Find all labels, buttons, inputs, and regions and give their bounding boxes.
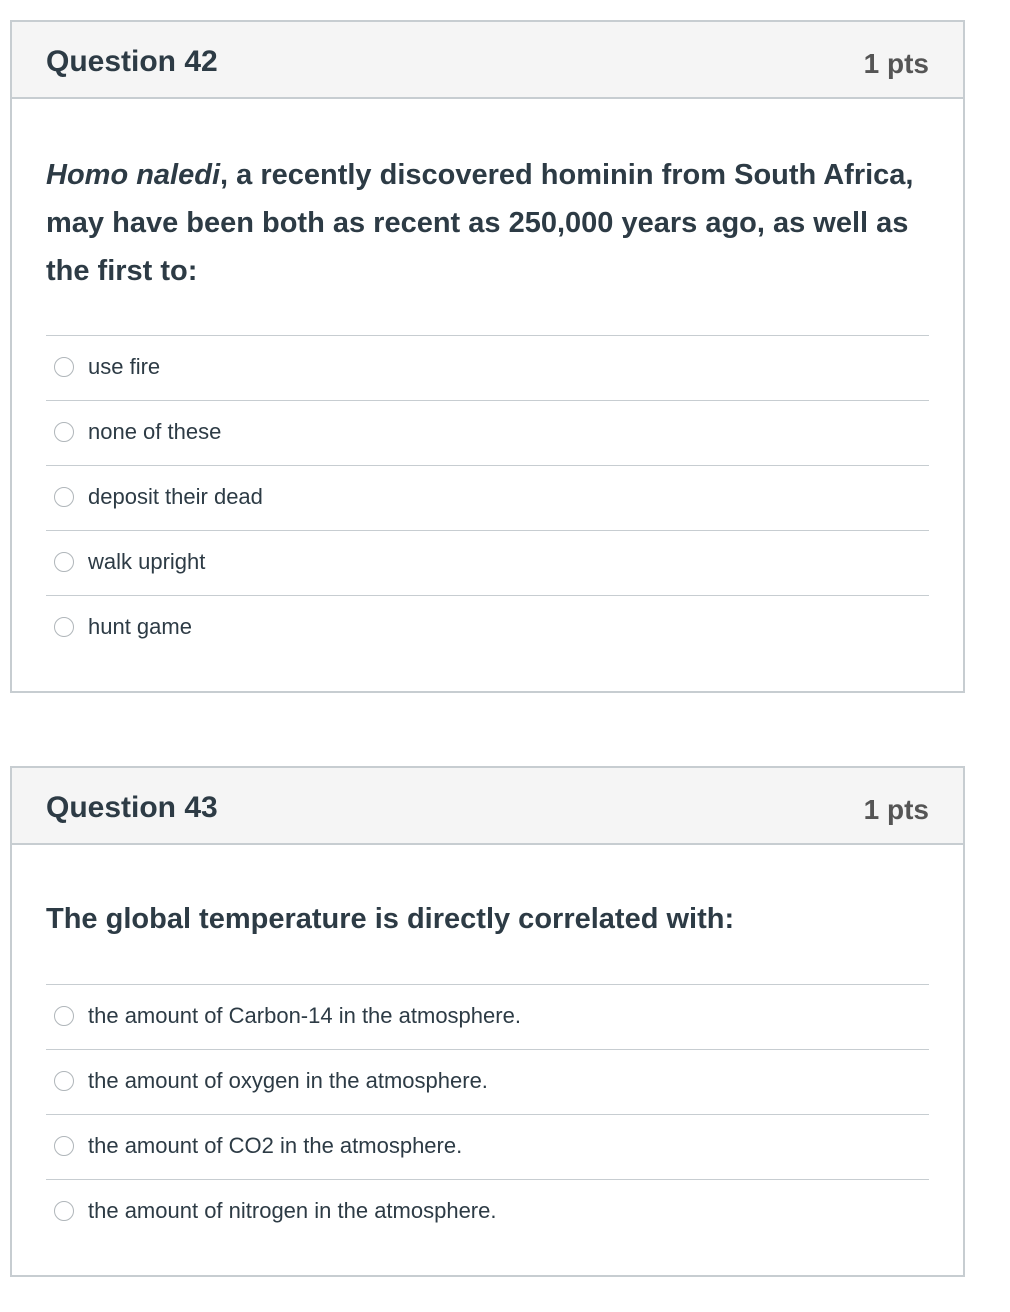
radio-button[interactable] xyxy=(54,1071,74,1091)
radio-button[interactable] xyxy=(54,422,74,442)
answer-label: the amount of oxygen in the atmosphere. xyxy=(88,1068,488,1093)
answer-label: the amount of nitrogen in the atmosphere. xyxy=(88,1198,497,1223)
answer-option[interactable] xyxy=(46,1049,929,1114)
question-title: Question 43 xyxy=(46,791,218,824)
answer-option[interactable] xyxy=(46,530,929,595)
question-43-card xyxy=(10,766,965,1277)
radio-button[interactable] xyxy=(54,552,74,572)
question-points: 1 pts xyxy=(863,48,929,79)
question-header xyxy=(12,768,963,845)
answer-label: use fire xyxy=(88,354,161,379)
question-text-rest: , a recently discovered hominin from South Africa, may have been both as recent as 250,000 years ago, as well as the first to: xyxy=(46,159,914,287)
answer-label: the amount of Carbon-14 in the atmosphere. xyxy=(88,1003,521,1028)
answer-option[interactable] xyxy=(46,400,929,465)
answer-label: deposit their dead xyxy=(88,484,263,509)
answer-option[interactable] xyxy=(46,465,929,530)
answer-label: none of these xyxy=(88,419,222,444)
question-points: 1 pts xyxy=(863,794,929,825)
radio-button[interactable] xyxy=(54,1006,74,1026)
radio-button[interactable] xyxy=(54,487,74,507)
answer-option[interactable] xyxy=(46,984,929,1049)
answer-label: the amount of CO2 in the atmosphere. xyxy=(88,1133,463,1158)
radio-button[interactable] xyxy=(54,617,74,637)
question-42-card xyxy=(10,20,965,693)
radio-button[interactable] xyxy=(54,1136,74,1156)
question-header xyxy=(12,22,963,99)
answer-option[interactable] xyxy=(46,1179,929,1244)
answer-option[interactable] xyxy=(46,595,929,660)
answer-option[interactable] xyxy=(46,1114,929,1179)
question-title: Question 42 xyxy=(46,45,218,78)
question-text: The global temperature is directly correlated with: xyxy=(46,903,735,935)
radio-button[interactable] xyxy=(54,1201,74,1221)
question-text-italic: Homo naledi xyxy=(46,159,221,191)
answer-list xyxy=(46,984,929,1244)
question-text xyxy=(46,151,929,295)
radio-button[interactable] xyxy=(54,357,74,377)
answer-option[interactable] xyxy=(46,335,929,400)
answer-label: hunt game xyxy=(88,614,192,639)
answer-label: walk upright xyxy=(88,549,206,574)
answer-list xyxy=(46,335,929,660)
